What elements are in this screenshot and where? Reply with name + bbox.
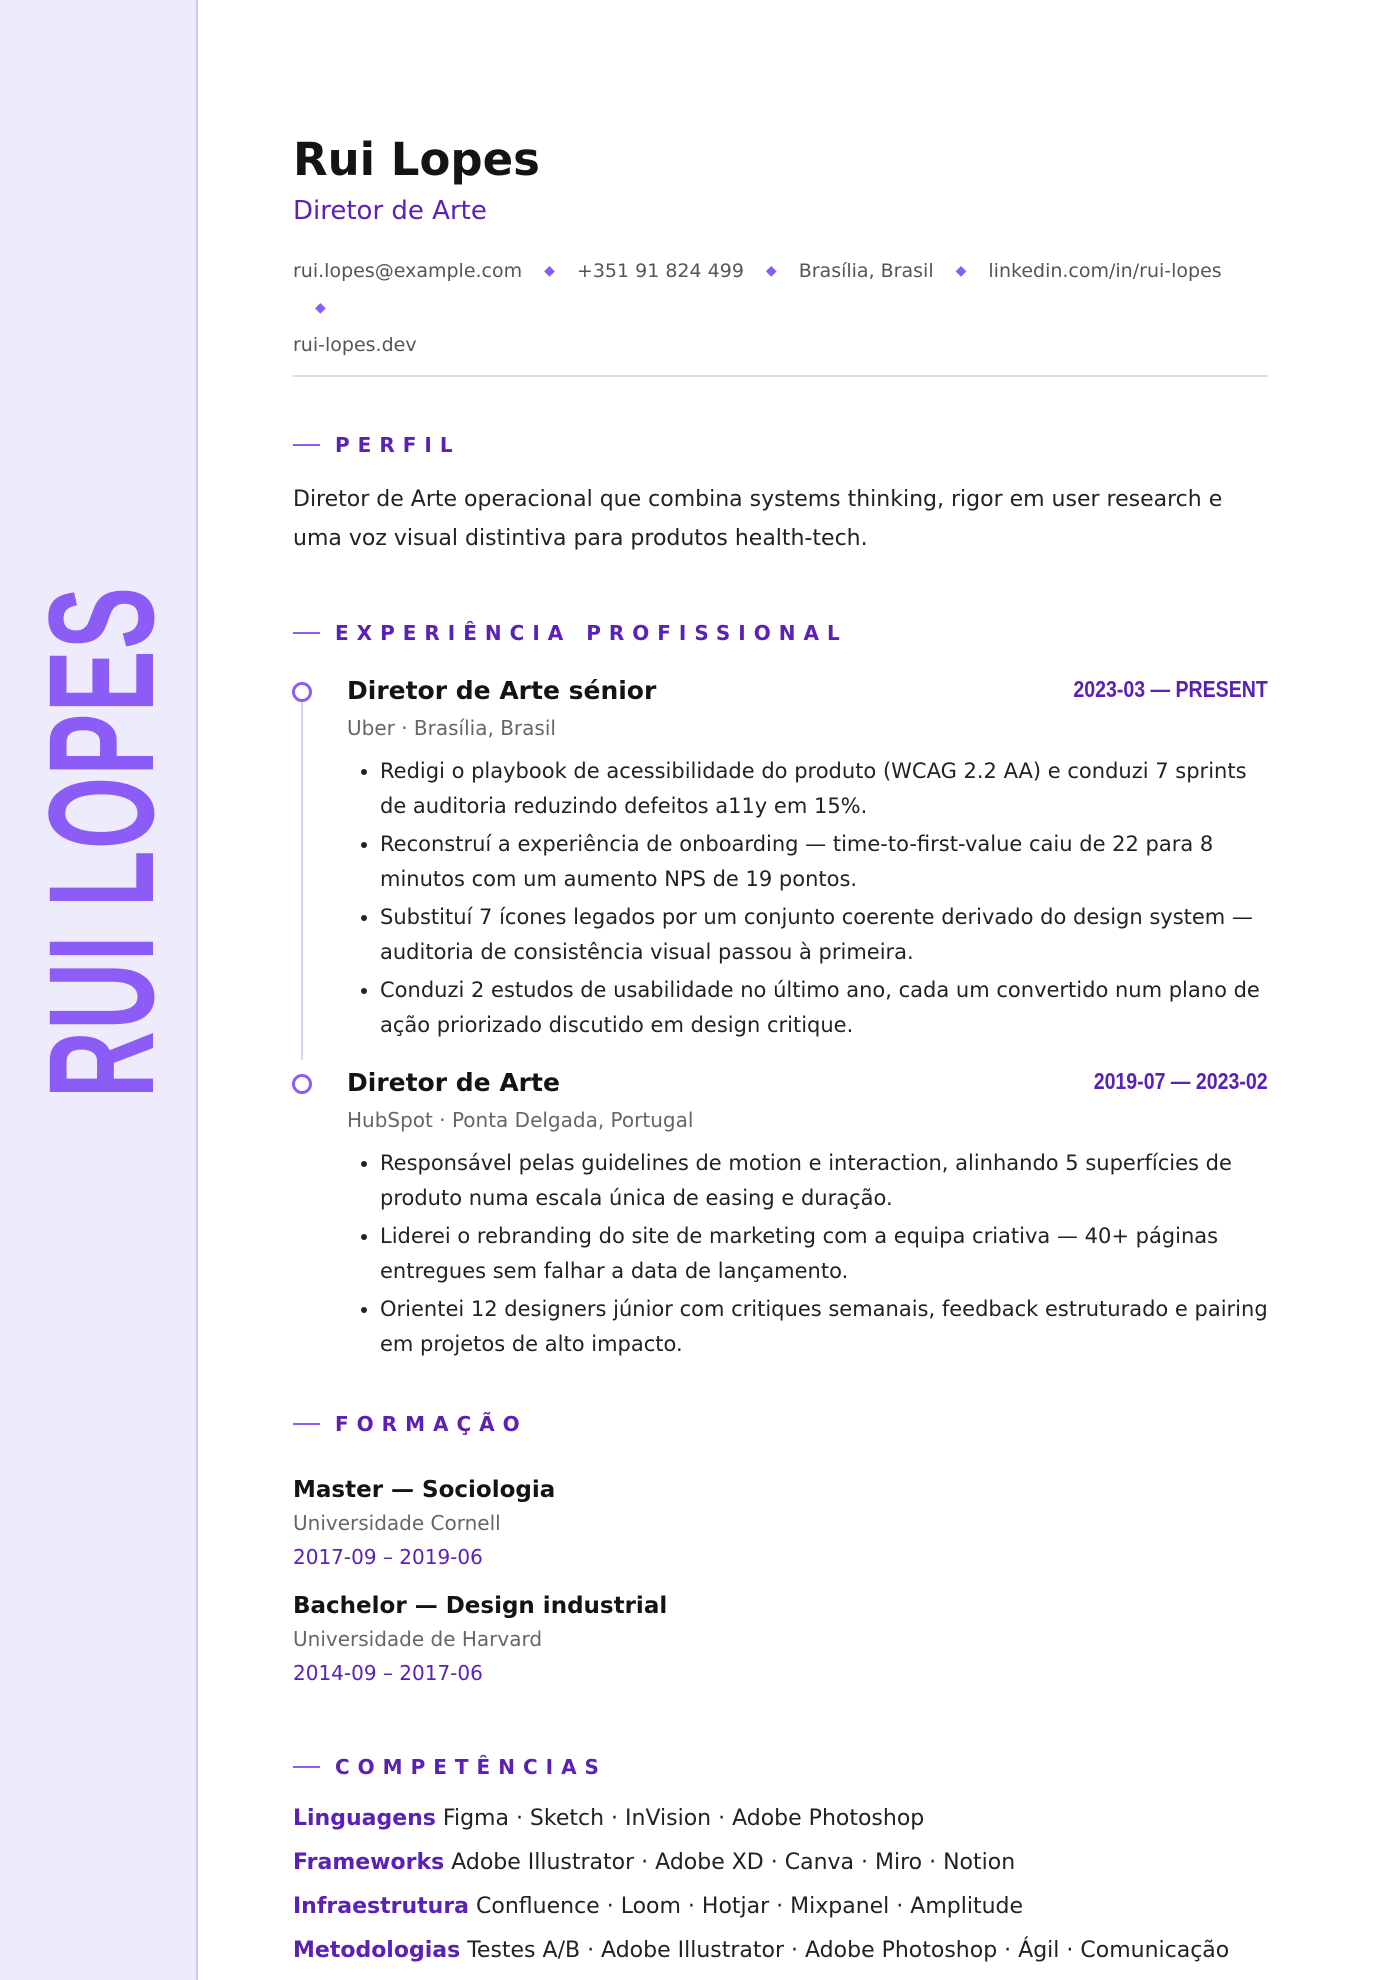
skill-category: Infraestrutura <box>293 1894 470 1919</box>
job-bullets <box>380 754 1268 1046</box>
section-title-profile: PERFIL <box>293 433 461 457</box>
education-dates: 2014-09 – 2017-06 <box>293 1661 483 1685</box>
skill-category: Metodologias <box>293 1938 461 1963</box>
skill-row <box>293 1934 1268 1978</box>
skill-items: Adobe Illustrator · Adobe XD · Canva · Miro · Notion <box>451 1850 1016 1875</box>
education-dates: 2017-09 – 2019-06 <box>293 1545 483 1569</box>
contact-email[interactable]: rui.lopes@example.com <box>293 260 523 282</box>
job-bullet: • Substituí 7 ícones legados por um conjunto coerente derivado do design system — auditoria de consistência visual passou à primeira. <box>380 900 1268 970</box>
candidate-role: Diretor de Arte <box>293 196 487 226</box>
timeline-dot-icon <box>292 1074 312 1094</box>
job-company: HubSpot · Ponta Delgada, Portugal <box>347 1108 694 1132</box>
job-bullet: • Orientei 12 designers júnior com critiques semanais, feedback estruturado e pairing em projetos de alto impacto. <box>380 1292 1268 1362</box>
section-title-education: FORMAÇÃO <box>293 1412 528 1436</box>
skill-items: Confluence · Loom · Hotjar · Mixpanel · Amplitude <box>476 1894 1024 1919</box>
section-title-skills: COMPETÊNCIAS <box>293 1755 607 1779</box>
skill-row <box>293 1802 1268 1846</box>
diamond-icon: ◆ <box>544 263 555 279</box>
job-bullet: • Conduzi 2 estudos de usabilidade no último ano, cada um convertido num plano de ação priorizado discutido em design critique. <box>380 973 1268 1043</box>
job-bullet: • Reconstruí a experiência de onboarding — time-to-first-value caiu de 22 para 8 minutos com um aumento NPS de 19 pontos. <box>380 827 1268 897</box>
dash-icon <box>293 444 320 446</box>
skill-items: Figma · Sketch · InVision · Adobe Photoshop <box>442 1806 925 1831</box>
education-item <box>293 1590 667 1690</box>
education-degree: Master — Sociologia <box>293 1477 556 1503</box>
timeline-dot-icon <box>292 682 312 702</box>
job-bullets <box>380 1146 1268 1365</box>
job-bullet: • Redigi o playbook de acessibilidade do produto (WCAG 2.2 AA) e conduzi 7 sprints de auditoria reduzindo defeitos a11y em 15%. <box>380 754 1268 824</box>
job-company: Uber · Brasília, Brasil <box>347 716 556 740</box>
contact-website[interactable]: rui-lopes.dev <box>293 334 417 356</box>
job-bullet: • Liderei o rebranding do site de marketing com a equipa criativa — 40+ páginas entregues sem falhar a data de lançamento. <box>380 1219 1268 1289</box>
dash-icon <box>293 1766 320 1768</box>
dash-icon <box>293 632 320 634</box>
header-divider <box>293 375 1268 377</box>
sidebar-name: RUI LOPES <box>17 585 185 1099</box>
job-dates: 2019-07 — 2023-02 <box>1094 1068 1268 1094</box>
candidate-name: Rui Lopes <box>293 133 540 186</box>
profile-summary: Diretor de Arte operacional que combina systems thinking, rigor em user research e uma voz visual distintiva para produtos health-tech. <box>293 487 1223 551</box>
education-school: Universidade de Harvard <box>293 1627 543 1651</box>
education-school: Universidade Cornell <box>293 1511 501 1535</box>
contact-location: Brasília, Brasil <box>798 260 934 282</box>
job-title: Diretor de Arte sénior <box>347 676 657 705</box>
skills-list <box>293 1802 1268 1978</box>
job-bullet: • Responsável pelas guidelines de motion e interaction, alinhando 5 superfícies de produto numa escala única de easing e duração. <box>380 1146 1268 1216</box>
skill-category: Frameworks <box>293 1850 445 1875</box>
skill-row <box>293 1846 1268 1890</box>
sidebar <box>0 0 198 1980</box>
diamond-icon: ◆ <box>765 263 777 279</box>
contact-phone[interactable]: +351 91 824 499 <box>576 260 744 282</box>
skill-row <box>293 1890 1268 1934</box>
diamond-icon: ◆ <box>955 263 967 279</box>
skill-category: Linguagens <box>293 1806 436 1831</box>
education-degree: Bachelor — Design industrial <box>293 1593 668 1619</box>
contact-linkedin[interactable]: linkedin.com/in/rui-lopes <box>988 260 1222 282</box>
job-title: Diretor de Arte <box>347 1068 560 1097</box>
job-dates: 2023-03 — PRESENT <box>1073 676 1268 702</box>
dash-icon <box>293 1423 320 1425</box>
education-item <box>293 1474 555 1574</box>
contact-list <box>293 253 1268 364</box>
experience-timeline <box>301 702 303 1060</box>
skill-items: Testes A/B · Adobe Illustrator · Adobe Photoshop · Ágil · Comunicação <box>467 1938 1230 1963</box>
section-title-experience: EXPERIÊNCIA PROFISSIONAL <box>293 621 848 645</box>
diamond-icon: ◆ <box>315 300 326 316</box>
